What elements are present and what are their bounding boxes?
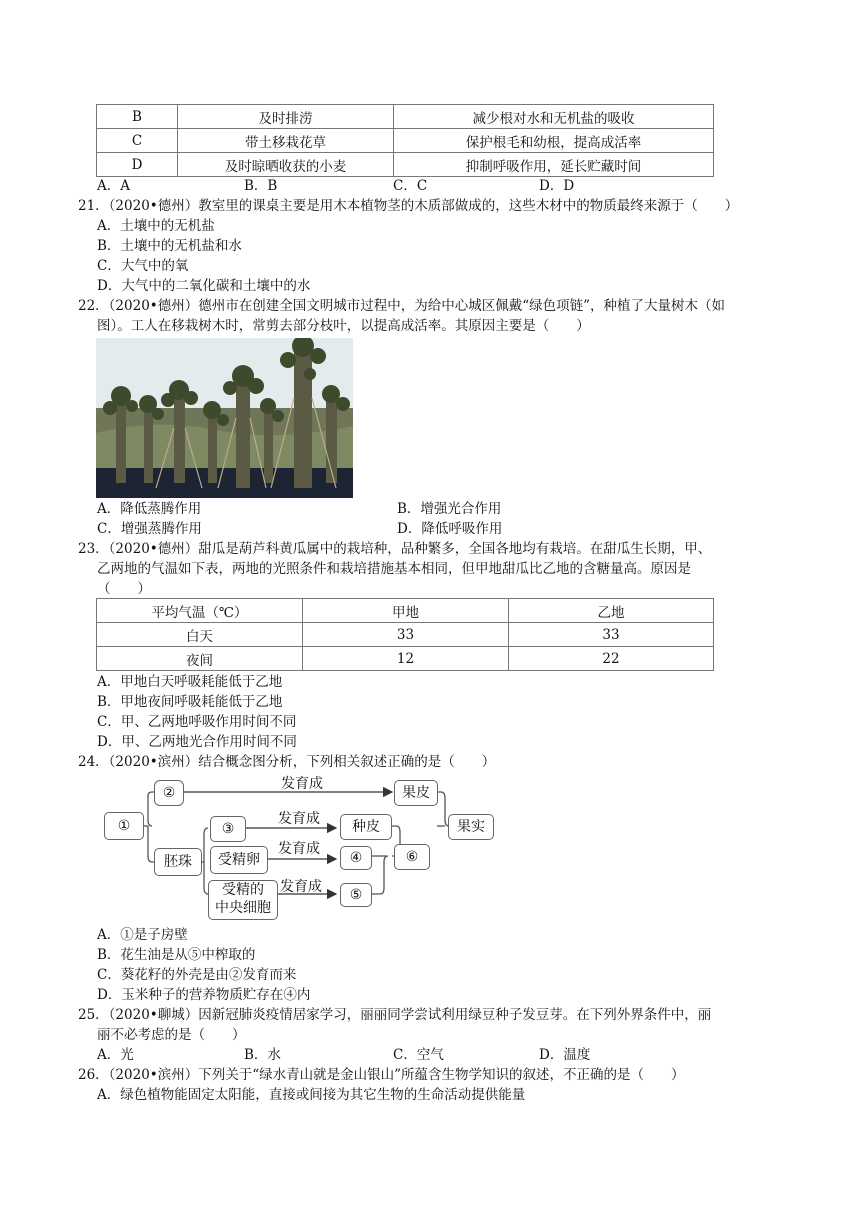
central-cell-line1: 受精的 xyxy=(222,882,264,898)
option: C．增强蒸腾作用 xyxy=(97,521,202,537)
question-22-stem-cont: 图）。工人在移栽树木时，常剪去部分枝叶，以提高成活率。其原因主要是（ ） xyxy=(97,318,590,334)
node-2: ② xyxy=(154,780,184,806)
option: B．水 xyxy=(244,1047,281,1063)
node-6: ⑥ xyxy=(394,844,430,870)
table-row xyxy=(97,623,714,647)
option: D．D xyxy=(539,178,575,194)
develops-label: 发育成 xyxy=(281,776,323,792)
table-cell: B xyxy=(97,105,178,129)
option: B．土壤中的无机盐和水 xyxy=(97,238,242,254)
node-3: ③ xyxy=(210,816,246,842)
option: C．大气中的氧 xyxy=(97,258,189,274)
option: A．绿色植物能固定太阳能，直接或间接为其它生物的生命活动提供能量 xyxy=(97,1087,526,1103)
tree-transplant-photo xyxy=(96,338,353,498)
option: D．大气中的二氧化碳和土壤中的水 xyxy=(97,278,311,294)
option: D．玉米种子的营养物质贮存在④内 xyxy=(97,987,311,1003)
question-23-stem: 23．（2020•德州）甜瓜是葫芦科黄瓜属中的栽培种，品种繁多，全国各地均有栽培。在甜瓜生长期，甲、 xyxy=(78,541,712,557)
question-25-stem: 25．（2020•聊城）因新冠肺炎疫情居家学习，丽丽同学尝试利用绿豆种子发豆芽。在下列外界条件中，丽 xyxy=(78,1007,712,1023)
option: B．花生油是从⑤中榨取的 xyxy=(97,947,256,963)
option: D．降低呼吸作用 xyxy=(397,521,503,537)
central-cell-line2: 中央细胞 xyxy=(215,900,271,916)
table-cell: 减少根对水和无机盐的吸收 xyxy=(394,105,714,129)
table-cell: 带土移栽花草 xyxy=(178,129,394,153)
question-23-stem-cont: 乙两地的气温如下表，两地的光照条件和栽培措施基本相同，但甲地甜瓜比乙地的含糖量高。原因是 xyxy=(97,561,691,577)
table-cell: C xyxy=(97,129,178,153)
develops-label: 发育成 xyxy=(280,879,322,895)
fruit-node: 果实 xyxy=(448,814,494,840)
table-cell: 夜间 xyxy=(97,647,303,671)
question-21-stem: 21．（2020•德州）教室里的课桌主要是用木本植物茎的木质部做成的，这些木材中的物质最终来源于（ ） xyxy=(78,198,739,214)
option: B．甲地夜间呼吸耗能低于乙地 xyxy=(97,694,283,710)
option: C．C xyxy=(393,178,428,194)
develops-label: 发育成 xyxy=(278,841,320,857)
question-22-stem: 22．（2020•德州）德州市在创建全国文明城市过程中，为给中心城区佩戴“绿色项链”，种植了大量树木（如 xyxy=(78,298,726,314)
question-26-stem: 26．（2020•滨州）下列关于“绿水青山就是金山银山”所蕴含生物学知识的叙述，不正确的是（ ） xyxy=(78,1067,685,1083)
table-header: 甲地 xyxy=(303,599,509,623)
peel-node: 果皮 xyxy=(394,780,438,806)
table-cell: 33 xyxy=(303,623,509,647)
table-cell: 保护根毛和幼根，提高成活率 xyxy=(394,129,714,153)
temperature-table xyxy=(96,598,714,671)
option: C．空气 xyxy=(393,1047,444,1063)
ovule-node: 胚珠 xyxy=(154,848,202,876)
question-24-stem: 24．（2020•滨州）结合概念图分析，下列相关叙述正确的是（ ） xyxy=(78,754,496,770)
table-row xyxy=(97,105,714,129)
option: B．增强光合作用 xyxy=(397,501,502,517)
table-cell: D xyxy=(97,153,178,177)
fertilized-egg-node: 受精卵 xyxy=(210,846,268,874)
node-4: ④ xyxy=(340,846,372,870)
option: A．降低蒸腾作用 xyxy=(97,501,202,517)
option: A．光 xyxy=(97,1047,134,1063)
question-25-stem-cont: 丽不必考虑的是（ ） xyxy=(97,1027,246,1043)
table-cell: 33 xyxy=(509,623,714,647)
answer-table xyxy=(96,104,714,177)
node-5: ⑤ xyxy=(340,883,372,907)
central-cell-node xyxy=(208,880,278,920)
option: B．B xyxy=(244,178,278,194)
question-23-stem-cont: （ ） xyxy=(97,581,151,597)
option: C．葵花籽的外壳是由②发育而来 xyxy=(97,967,297,983)
option: D．温度 xyxy=(539,1047,591,1063)
concept-diagram xyxy=(96,776,516,921)
table-cell: 及时排涝 xyxy=(178,105,394,129)
node-1: ① xyxy=(104,812,144,840)
table-cell: 22 xyxy=(509,647,714,671)
option: A．甲地白天呼吸耗能低于乙地 xyxy=(97,674,283,690)
table-row xyxy=(97,153,714,177)
option: A．A xyxy=(97,178,130,194)
table-row xyxy=(97,129,714,153)
option: A．①是子房壁 xyxy=(97,927,188,943)
table-header-row xyxy=(97,599,714,623)
seed-coat-node: 种皮 xyxy=(340,814,392,840)
develops-label: 发育成 xyxy=(278,811,320,827)
table-header: 平均气温（℃） xyxy=(97,599,303,623)
table-cell: 抑制呼吸作用，延长贮藏时间 xyxy=(394,153,714,177)
table-cell: 及时晾晒收获的小麦 xyxy=(178,153,394,177)
option: C．甲、乙两地呼吸作用时间不同 xyxy=(97,714,297,730)
option: A．土壤中的无机盐 xyxy=(97,218,215,234)
option: D．甲、乙两地光合作用时间不同 xyxy=(97,734,297,750)
table-row xyxy=(97,647,714,671)
table-header: 乙地 xyxy=(509,599,714,623)
table-cell: 12 xyxy=(303,647,509,671)
table-cell: 白天 xyxy=(97,623,303,647)
